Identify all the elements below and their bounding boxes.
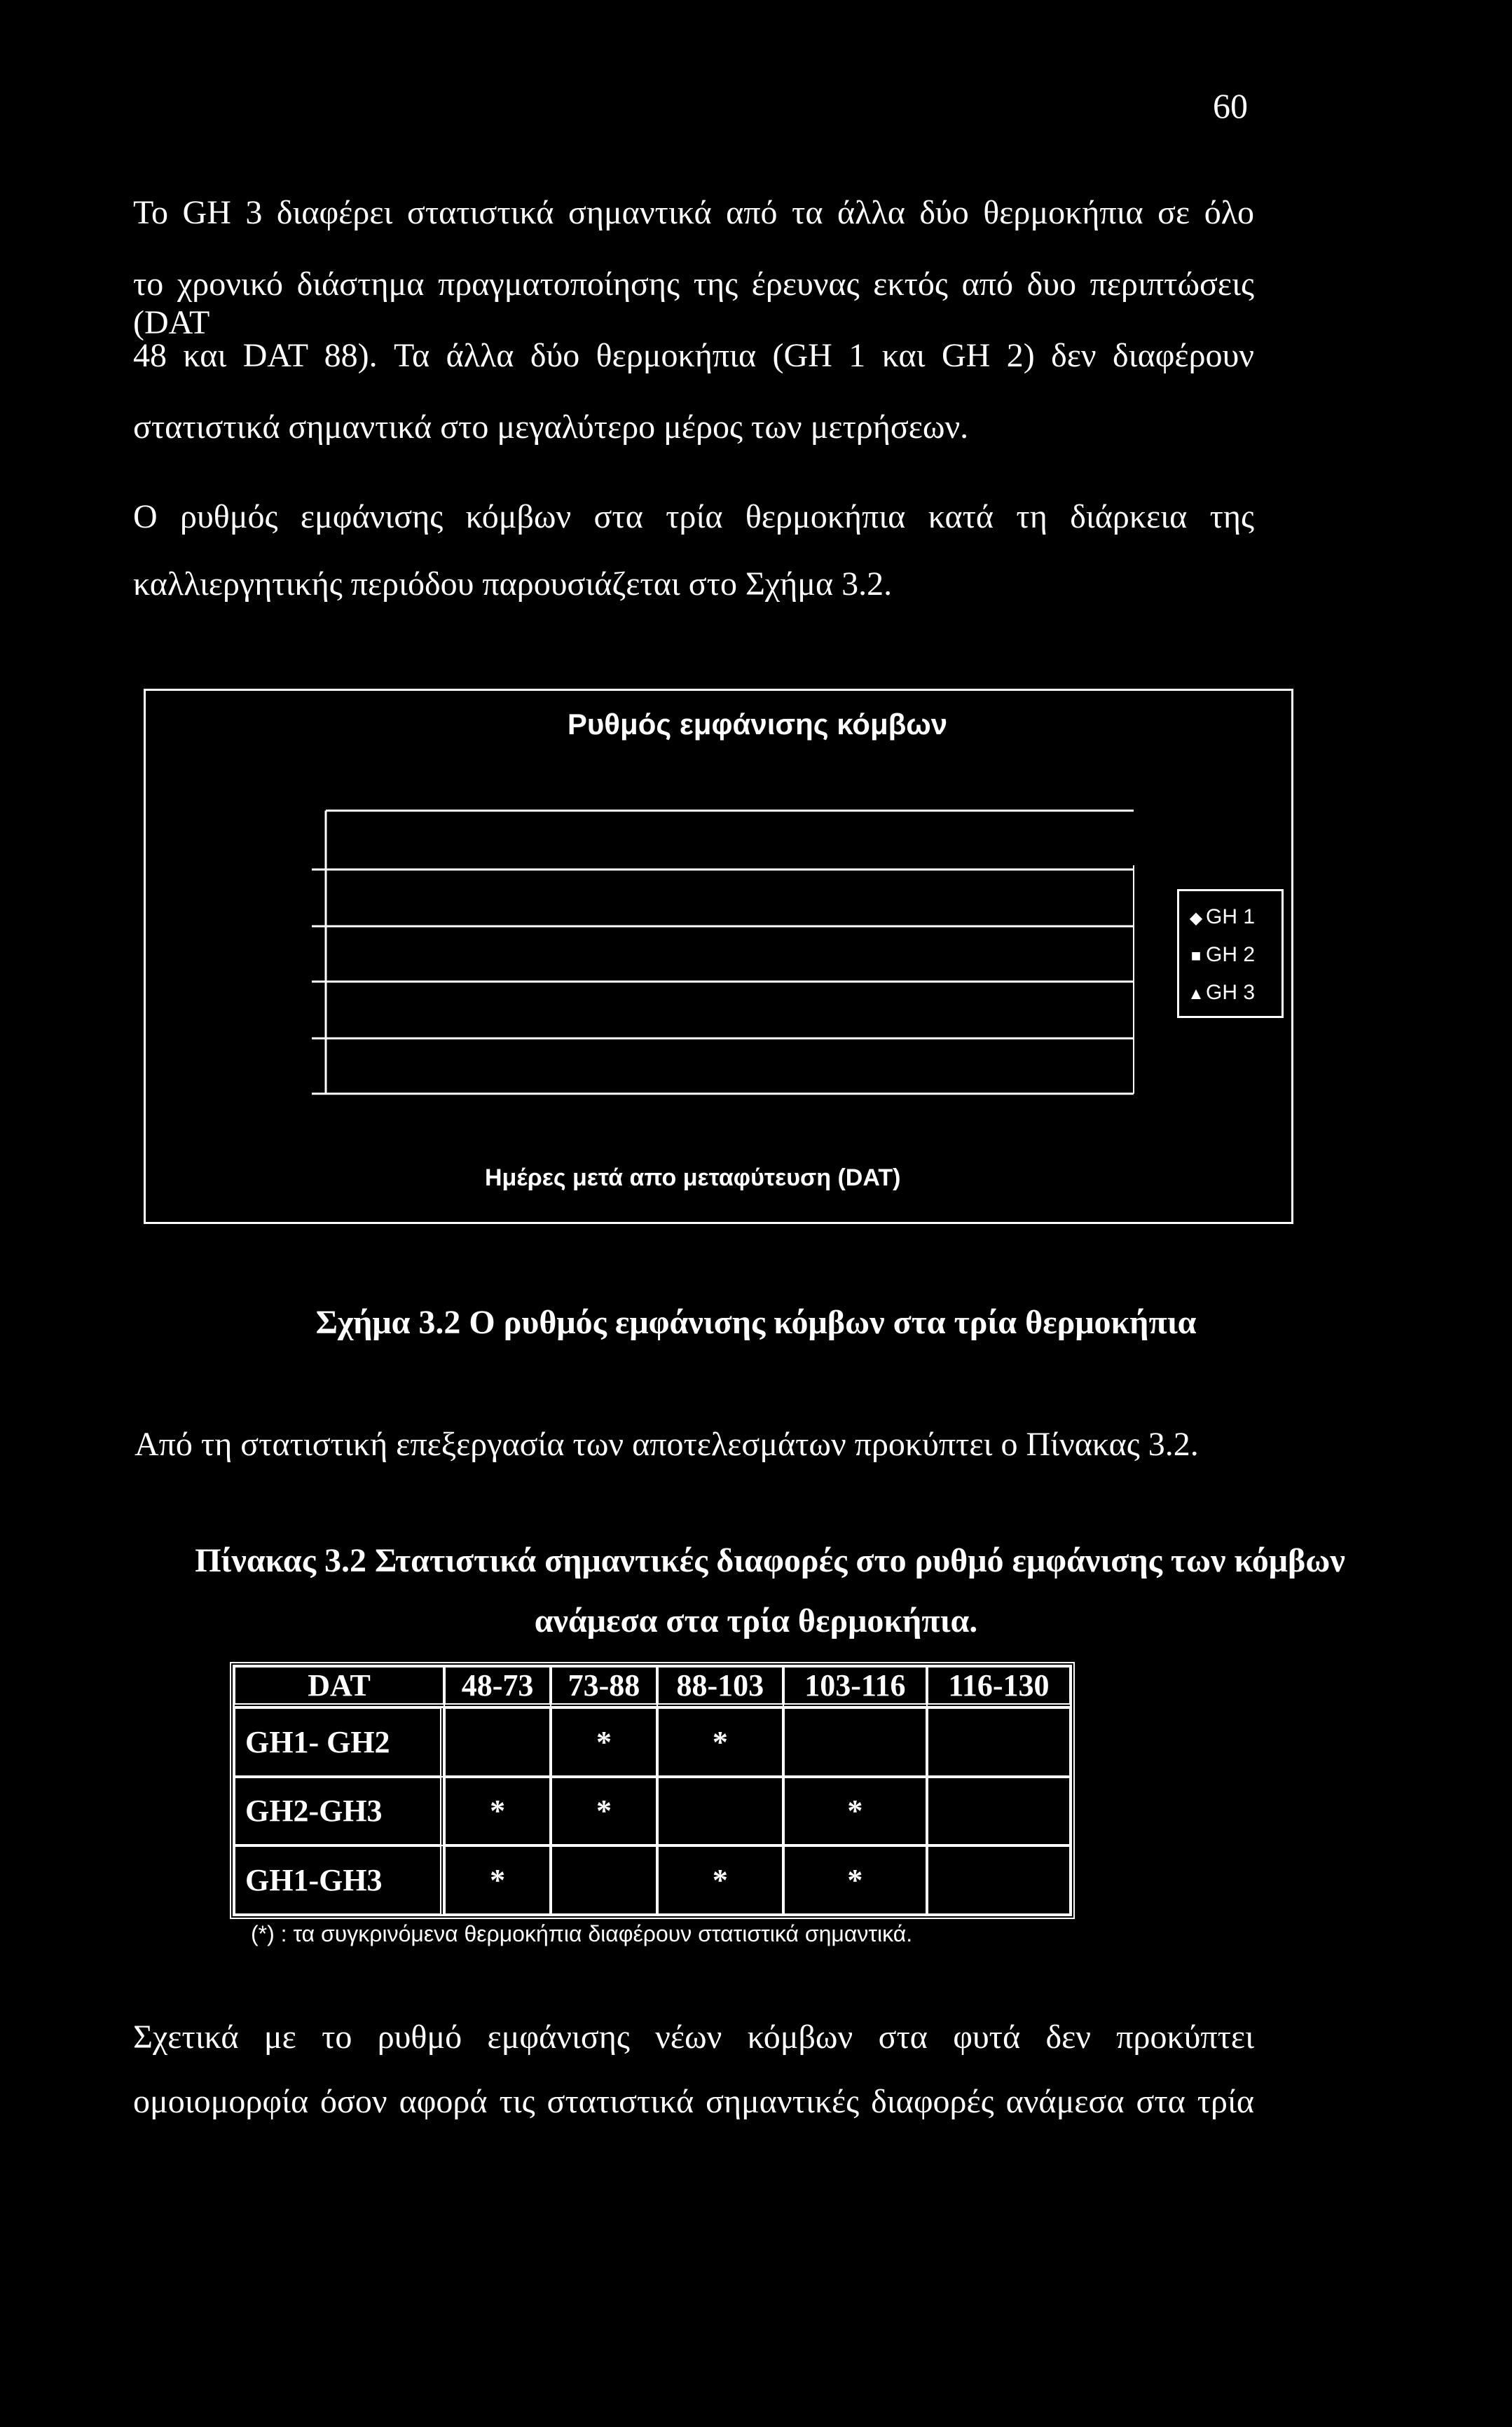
square-marker-icon: ■ <box>1190 947 1202 965</box>
table-cell <box>927 1845 1071 1915</box>
legend-label: GH 3 <box>1206 981 1256 1004</box>
table-row <box>234 1845 1071 1915</box>
table-cell <box>927 1777 1071 1846</box>
table-header-row <box>234 1666 1071 1707</box>
text-line: καλλιεργητικής περιόδου παρουσιάζεται στο Σχήμα 3.2. <box>133 565 893 603</box>
table-cell: * <box>657 1845 783 1915</box>
text-line: Ο ρυθμός εμφάνισης κόμβων στα τρία θερμοκήπια κατά τη διάρκεια της <box>133 498 1254 535</box>
table-cell: * <box>551 1707 657 1777</box>
row-header: GH1-GH3 <box>234 1845 444 1915</box>
figure-caption: Σχήμα 3.2 Ο ρυθμός εμφάνισης κόμβων στα τρία θερμοκήπια <box>315 1304 1197 1341</box>
after-figure-text: Από τη στατιστική επεξεργασία των αποτελεσμάτων προκύπτει ο Πίνακας 3.2. <box>135 1426 1199 1463</box>
chart-x-axis-label: Ημέρες μετά απο μεταφύτευση (DAT) <box>485 1164 901 1191</box>
table-footnote: (*) : τα συγκρινόμενα θερμοκήπια διαφέρουν στατιστικά σημαντικά. <box>251 1921 913 1946</box>
text-line: στατιστικά σημαντικά στο μεγαλύτερο μέρος των μετρήσεων. <box>133 408 969 446</box>
column-header: 48-73 <box>444 1666 551 1707</box>
column-header: 116-130 <box>927 1666 1071 1707</box>
statistics-table-wrapper <box>230 1662 1075 1919</box>
text-line: ομοιομορφία όσον αφορά τις στατιστικά σημαντικές διαφορές ανάμεσα στα τρία <box>133 2083 1254 2120</box>
table-row <box>234 1707 1071 1777</box>
table-cell: * <box>444 1777 551 1846</box>
diamond-marker-icon: ◆ <box>1189 909 1203 928</box>
legend-item-gh3 <box>1179 974 1281 1012</box>
text-line: το χρονικό διάστημα πραγματοποίησης της έρευνας εκτός από δυο περιπτώσεις (DAT <box>133 266 1254 341</box>
page-number: 60 <box>1213 86 1248 125</box>
table-caption-continued: ανάμεσα στα τρία θερμοκήπια. <box>534 1602 978 1639</box>
row-header: GH1- GH2 <box>234 1707 444 1777</box>
column-header: 88-103 <box>657 1666 783 1707</box>
table-cell <box>444 1707 551 1777</box>
text-line: 48 και DAT 88). Τα άλλα δύο θερμοκήπια (GH 1 και GH 2) δεν διαφέρουν <box>133 337 1254 374</box>
table-caption: Πίνακας 3.2 Στατιστικά σημαντικές διαφορές στο ρυθμό εμφάνισης των κόμβων <box>195 1542 1345 1579</box>
text-line: Το GH 3 διαφέρει στατιστικά σημαντικά από τα άλλα δύο θερμοκήπια σε όλο <box>133 194 1254 231</box>
row-header: GH2-GH3 <box>234 1777 444 1846</box>
table-row <box>234 1777 1071 1846</box>
chart-title: Ρυθμός εμφάνισης κόμβων <box>567 708 948 741</box>
chart-legend <box>1177 889 1284 1018</box>
table-cell: * <box>444 1845 551 1915</box>
column-header: 103-116 <box>783 1666 927 1707</box>
table-cell <box>927 1707 1071 1777</box>
legend-label: GH 1 <box>1206 905 1256 928</box>
legend-item-gh2 <box>1179 936 1281 974</box>
table-cell: * <box>783 1845 927 1915</box>
statistics-table <box>230 1662 1075 1919</box>
table-cell <box>657 1777 783 1846</box>
legend-item-gh1 <box>1179 898 1281 936</box>
table-cell: * <box>783 1777 927 1846</box>
table-cell: * <box>551 1777 657 1846</box>
legend-label: GH 2 <box>1206 943 1256 966</box>
text-line: Σχετικά με το ρυθμό εμφάνισης νέων κόμβων στα φυτά δεν προκύπτει <box>133 2019 1254 2056</box>
triangle-marker-icon: ▲ <box>1188 984 1204 1003</box>
table-cell <box>551 1845 657 1915</box>
column-header: 73-88 <box>551 1666 657 1707</box>
table-cell: * <box>657 1707 783 1777</box>
table-cell <box>783 1707 927 1777</box>
column-header: DAT <box>234 1666 444 1707</box>
